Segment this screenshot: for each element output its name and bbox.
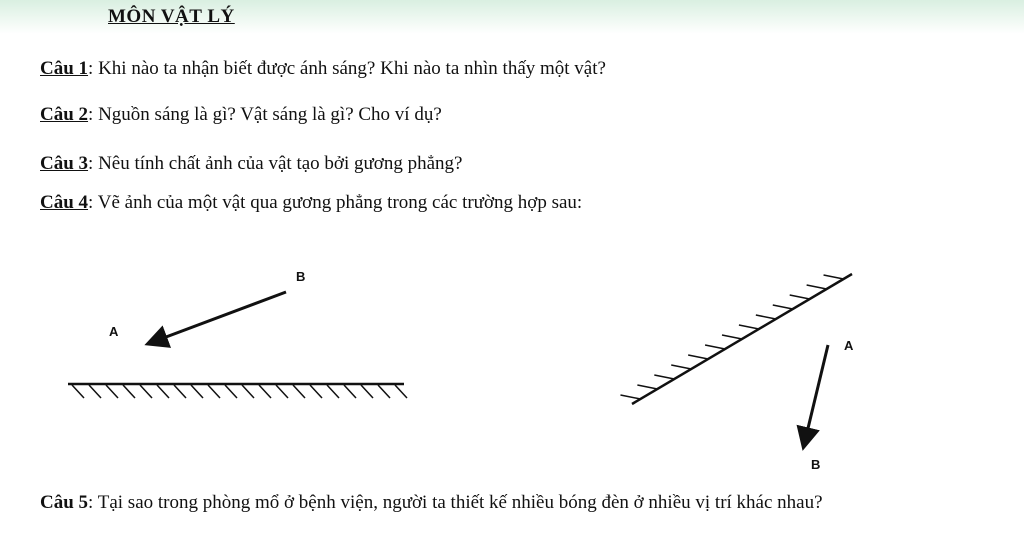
hatch-mark bbox=[106, 385, 118, 398]
hatch-mark bbox=[739, 325, 759, 329]
hatch-mark bbox=[671, 365, 691, 369]
point-b-label: B bbox=[296, 269, 306, 284]
hatch-mark bbox=[378, 385, 390, 398]
hatch-mark bbox=[395, 385, 407, 398]
hatch-mark bbox=[654, 375, 674, 379]
hatch-mark bbox=[705, 345, 725, 349]
question-text: : Tại sao trong phòng mổ ở bệnh viện, người ta thiết kế nhiều bóng đèn ở nhiều vị trí khác nhau? bbox=[88, 492, 823, 513]
hatch-mark bbox=[344, 385, 356, 398]
question-label: Câu 2 bbox=[40, 104, 89, 125]
hatch-mark bbox=[174, 385, 186, 398]
question-text: : Vẽ ảnh của một vật qua gương phẳng trong các trường hợp sau: bbox=[88, 192, 583, 213]
question-5 bbox=[40, 488, 980, 518]
hatch-mark bbox=[722, 335, 742, 339]
point-a-label: A bbox=[844, 338, 854, 353]
hatch-mark bbox=[157, 385, 169, 398]
hatch-mark bbox=[89, 385, 101, 398]
question-text: : Nêu tính chất ảnh của vật tạo bởi gương phẳng? bbox=[88, 153, 463, 174]
hatch-mark bbox=[620, 395, 640, 399]
hatch-mark bbox=[361, 385, 373, 398]
hatch-mark bbox=[72, 385, 84, 398]
hatch-mark bbox=[208, 385, 220, 398]
hatch-mark bbox=[756, 315, 776, 319]
hatch-mark bbox=[225, 385, 237, 398]
question-label: Câu 5 bbox=[40, 492, 89, 513]
hatch-mark bbox=[123, 385, 135, 398]
hatch-mark bbox=[293, 385, 305, 398]
hatch-mark bbox=[824, 275, 844, 279]
question-label: Câu 3 bbox=[40, 153, 89, 174]
mirror-hatching bbox=[620, 275, 843, 399]
question-label: Câu 4 bbox=[40, 192, 89, 213]
hatch-mark bbox=[637, 385, 657, 389]
hatch-mark bbox=[242, 385, 254, 398]
question-text: : Nguồn sáng là gì? Vật sáng là gì? Cho ví dụ? bbox=[88, 104, 442, 125]
hatch-mark bbox=[773, 305, 793, 309]
hatch-mark bbox=[191, 385, 203, 398]
hatch-mark bbox=[790, 295, 810, 299]
hatch-mark bbox=[259, 385, 271, 398]
point-b-label: B bbox=[811, 457, 821, 472]
hatch-mark bbox=[807, 285, 827, 289]
right-figure bbox=[620, 274, 854, 472]
hatch-mark bbox=[276, 385, 288, 398]
question-text: : Khi nào ta nhận biết được ánh sáng? Khi nào ta nhìn thấy một vật? bbox=[88, 58, 606, 79]
object-arrow-ab bbox=[804, 345, 828, 445]
hatch-mark bbox=[688, 355, 708, 359]
point-a-label: A bbox=[109, 324, 119, 339]
page-title: MÔN VẬT LÝ bbox=[108, 6, 235, 27]
mirror-hatching bbox=[72, 385, 407, 398]
hatch-mark bbox=[140, 385, 152, 398]
question-label: Câu 1 bbox=[40, 58, 89, 79]
left-figure bbox=[68, 269, 407, 398]
hatch-mark bbox=[327, 385, 339, 398]
object-arrow-ab bbox=[150, 292, 286, 343]
hatch-mark bbox=[310, 385, 322, 398]
